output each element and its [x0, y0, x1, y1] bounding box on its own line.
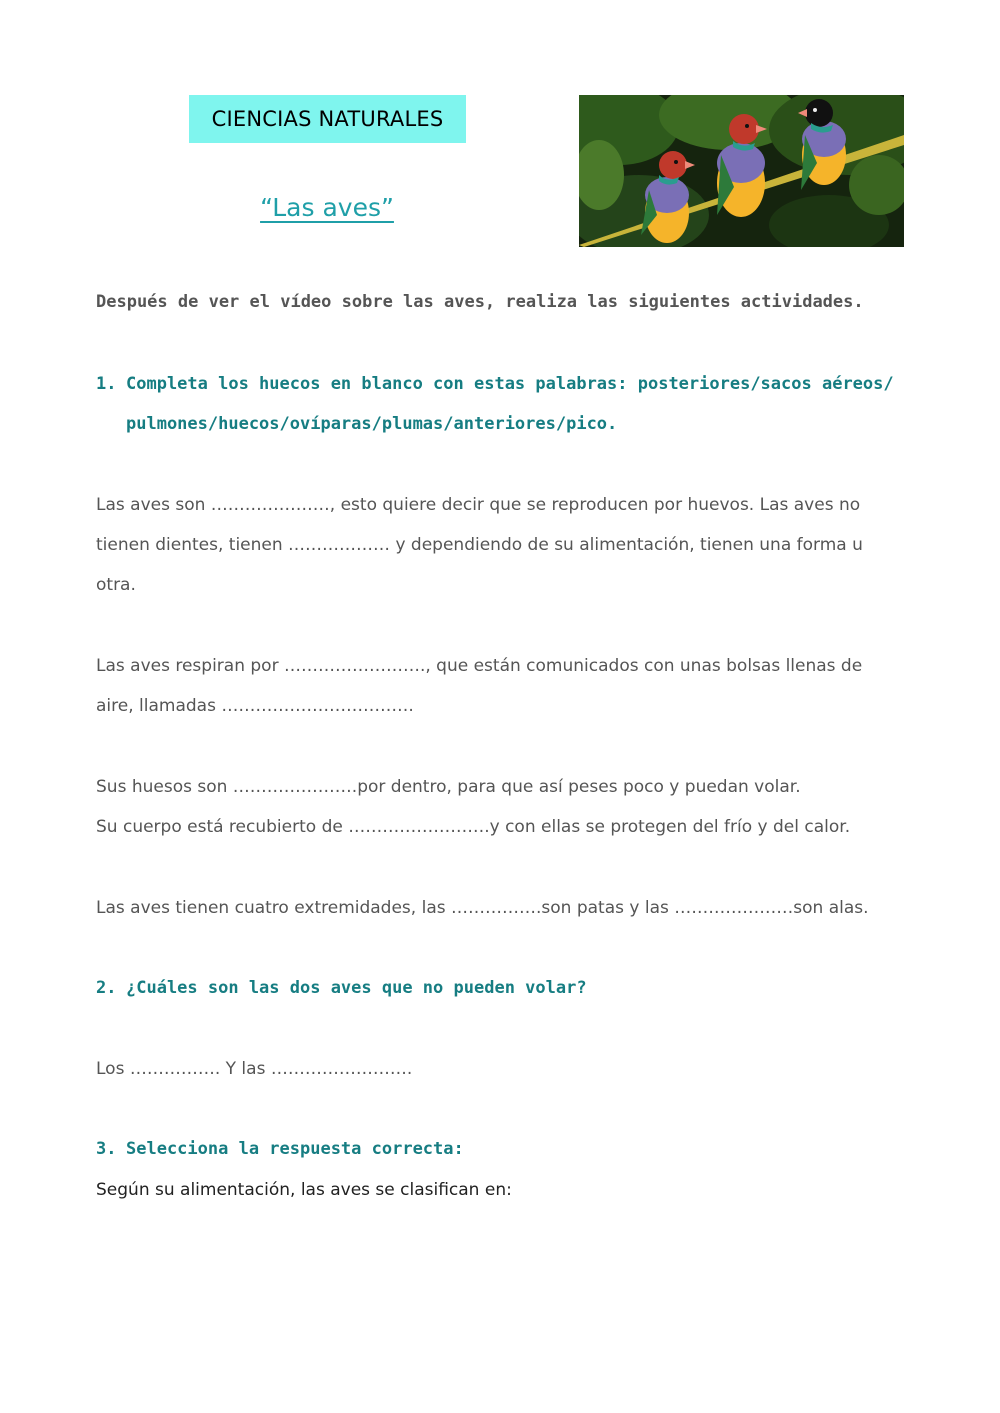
question-3-number: 3.	[96, 1139, 117, 1159]
worksheet-title: “Las aves”	[260, 193, 394, 222]
question-3	[96, 1129, 916, 1169]
paragraph-classification	[96, 1170, 906, 1210]
paragraph-line: Su cuerpo está recubierto de …………………….y con ellas se protegen del frío y del calor.	[96, 817, 851, 837]
paragraph-line: Las aves son …………………, esto quiere decir que se reproducen por huevos. Las aves no	[96, 495, 861, 515]
paragraph-line: aire, llamadas …………………………….	[96, 696, 414, 716]
paragraph-line: Las aves respiran por ……………………., que están comunicados con unas bolsas llenas de	[96, 656, 863, 676]
paragraph-line: Según su alimentación, las aves se clasifican en:	[96, 1180, 512, 1200]
question-2-number: 2.	[96, 978, 117, 998]
question-2	[96, 968, 916, 1008]
paragraph-oviparas	[96, 485, 906, 605]
paragraph-line: otra.	[96, 575, 136, 595]
paragraph-line: Sus huesos son ………………….por dentro, para que así peses poco y puedan volar.	[96, 777, 801, 797]
birds-photo	[579, 95, 904, 247]
question-2-text: ¿Cuáles son las dos aves que no pueden volar?	[126, 978, 587, 998]
birds-illustration	[579, 95, 904, 247]
question-3-text: Selecciona la respuesta correcta:	[126, 1139, 464, 1159]
paragraph-line: Los ……………. Y las …………………….	[96, 1059, 413, 1079]
paragraph-extremities	[96, 888, 906, 928]
instructions-text: Después de ver el vídeo sobre las aves, realiza las siguientes actividades.	[96, 292, 864, 312]
question-1	[96, 364, 916, 444]
question-1-line-2: pulmones/huecos/ovíparas/plumas/anteriores/pico.	[126, 414, 618, 434]
question-1-line-1: Completa los huecos en blanco con estas palabras: posteriores/sacos aéreos/	[126, 374, 894, 394]
paragraph-respiration	[96, 646, 906, 726]
paragraph-line: tienen dientes, tienen ……………… y dependiendo de su alimentación, tienen una forma u	[96, 535, 863, 555]
question-1-number: 1.	[96, 374, 117, 394]
paragraph-line: Las aves tienen cuatro extremidades, las …………….son patas y las …………………son alas.	[96, 898, 869, 918]
subject-heading: CIENCIAS NATURALES	[189, 95, 466, 143]
paragraph-bones-feathers	[96, 767, 906, 847]
paragraph-flightless-answer	[96, 1049, 906, 1089]
